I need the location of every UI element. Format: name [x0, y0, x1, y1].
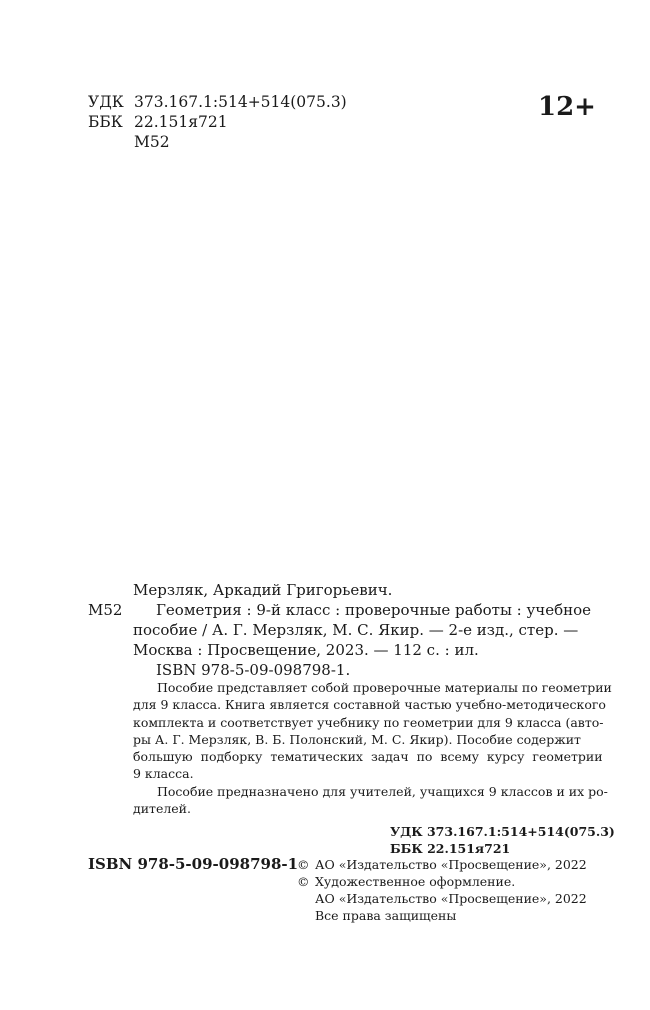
udk-line — [88, 92, 347, 112]
annotation-1-line: Пособие представляет собой проверочные материалы по геометрии — [157, 680, 612, 695]
annotation-1-line: 9 класса. — [133, 766, 194, 782]
card-bbk: ББК 22.151я721 — [390, 841, 511, 856]
card-line-3: Москва : Просвещение, 2023. — 112 с. : ил. — [133, 641, 479, 659]
annotation-1 — [133, 679, 612, 783]
card-author-mark: М52 — [88, 601, 123, 619]
card-udk: УДК 373.167.1:514+514(075.3) — [390, 824, 615, 839]
annotation-1-line: ры А. Г. Мерзляк, В. Б. Полонский, М. С. Якир). Пособие содержит — [133, 731, 581, 747]
copyright-block — [297, 856, 587, 924]
card-line-2: пособие / А. Г. Мерзляк, М. С. Якир. — 2-е изд., стер. — — [133, 621, 579, 639]
copyright-icon: © — [297, 874, 310, 889]
copyright-line: Художественное оформление. — [315, 874, 516, 889]
annotation-1-line: комплекта и соответствует учебнику по геометрии для 9 класса (авто- — [133, 714, 604, 730]
annotation-1-line: для 9 класса. Книга является составной частью учебно-методического — [133, 697, 606, 713]
footer-isbn: ISBN 978-5-09-098798-1 — [88, 855, 299, 873]
annotation-2-line: Пособие предназначено для учителей, учащихся 9 классов и их ро- — [157, 784, 608, 799]
copyright-line: Все права защищены — [315, 908, 457, 923]
annotation-2 — [133, 783, 608, 818]
card-isbn: ISBN 978-5-09-098798-1. — [156, 661, 351, 679]
age-rating: 12+ — [538, 92, 596, 122]
author-mark: М52 — [134, 133, 170, 151]
bbk-value: 22.151я721 — [134, 113, 228, 131]
card-line-1: Геометрия : 9-й класс : проверочные работы : учебное — [156, 601, 592, 619]
copyright-line: АО «Издательство «Просвещение», 2022 — [315, 891, 587, 906]
author-mark-line — [88, 132, 347, 152]
bbk-label: ББК — [88, 113, 123, 131]
classification-block — [88, 92, 347, 152]
bbk-line — [88, 112, 347, 132]
annotation-1-line: большую подборку тематических задач по всему курсу геометрии — [133, 749, 603, 765]
udk-label: УДК — [88, 93, 124, 111]
annotation-2-line: дителей. — [133, 801, 191, 817]
udk-value: 373.167.1:514+514(075.3) — [134, 93, 347, 111]
copyright-icon: © — [297, 857, 310, 872]
card-author: Мерзляк, Аркадий Григорьевич. — [133, 581, 393, 599]
copyright-line: АО «Издательство «Просвещение», 2022 — [315, 857, 587, 872]
